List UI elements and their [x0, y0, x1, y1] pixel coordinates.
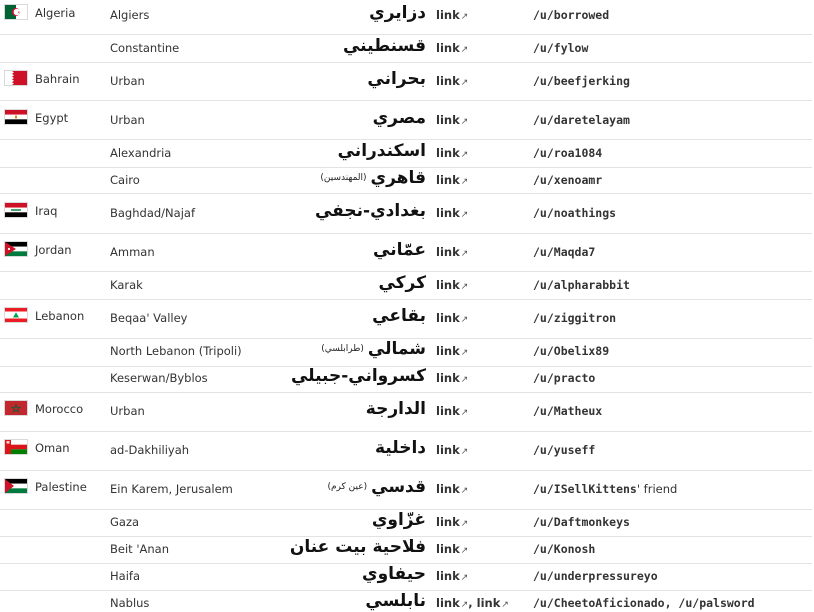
arabic-word: شمالي — [367, 339, 426, 359]
region-name: Urban — [110, 404, 145, 418]
links-cell — [436, 113, 468, 127]
table-row — [0, 139, 812, 168]
username-suffix: ' friend — [636, 482, 678, 496]
region-name: Karak — [110, 278, 143, 292]
region-name: ad-Dakhiliyah — [110, 443, 190, 457]
recording-link[interactable]: link — [436, 245, 460, 259]
username-link[interactable]: /u/daretelayam — [533, 113, 630, 127]
table-row — [0, 392, 812, 432]
arabic-word: عمّاني — [373, 240, 426, 260]
region-name: Alexandria — [110, 146, 172, 160]
external-link-icon: ↗ — [460, 486, 469, 496]
lebanon-flag-icon — [5, 308, 27, 322]
external-link-icon: ↗ — [460, 315, 469, 325]
table-row — [0, 233, 812, 272]
recording-link[interactable]: link — [436, 206, 460, 220]
username-link[interactable]: /u/alpharabbit — [533, 278, 630, 292]
arabic-word: مصري — [372, 108, 426, 128]
table-row — [0, 271, 812, 300]
arabic-dialect-name — [366, 399, 426, 419]
region-name: Beit 'Anan — [110, 542, 169, 556]
region-name: Gaza — [110, 515, 140, 529]
username-link[interactable]: /u/ziggitron — [533, 311, 617, 325]
username-link[interactable]: /u/Matheux — [533, 404, 603, 418]
username-cell — [533, 206, 616, 220]
external-link-icon: ↗ — [460, 210, 469, 220]
arabic-note: (عين كرم) — [327, 482, 368, 492]
external-link-icon: ↗ — [460, 600, 469, 610]
external-link-icon: ↗ — [501, 600, 509, 610]
arabic-dialect-name — [373, 240, 426, 260]
recording-link[interactable]: link — [436, 404, 460, 418]
username-cell — [533, 542, 595, 556]
username-cell — [533, 74, 630, 88]
recording-link[interactable]: link — [436, 146, 460, 160]
username-link[interactable]: /u/underpressureyo — [533, 569, 658, 583]
arabic-dialect-name — [372, 510, 426, 530]
recording-link[interactable]: link — [436, 41, 460, 55]
username-link[interactable]: /u/beefjerking — [533, 74, 630, 88]
username-link[interactable]: /u/fylow — [533, 41, 589, 55]
arabic-word: قاهري — [370, 168, 426, 188]
arabic-note: (طرابلسي) — [321, 344, 364, 354]
region-name: Urban — [110, 74, 145, 88]
arabic-word: كسرواني-جبيلي — [290, 366, 426, 386]
username-cell — [533, 173, 602, 187]
external-link-icon: ↗ — [460, 45, 469, 55]
recording-link[interactable]: link — [436, 596, 460, 610]
links-cell — [436, 443, 468, 457]
arabic-word: قسنطيني — [342, 36, 426, 56]
region-name: Amman — [110, 245, 155, 259]
iraq-flag-icon — [5, 203, 27, 217]
country-name: Morocco — [35, 402, 84, 416]
links-cell — [436, 482, 468, 496]
external-link-icon: ↗ — [460, 348, 469, 358]
external-link-icon: ↗ — [460, 447, 469, 457]
username-cell — [533, 146, 602, 160]
recording-link[interactable]: link — [436, 482, 460, 496]
recording-link[interactable]: link — [436, 344, 460, 358]
external-link-icon: ↗ — [460, 408, 469, 418]
links-cell — [436, 542, 468, 556]
username-cell — [533, 245, 595, 259]
arabic-dialect-name — [378, 273, 426, 293]
palestine-flag-icon — [5, 479, 27, 493]
external-link-icon: ↗ — [460, 375, 469, 385]
username-link[interactable]: /u/palsword — [678, 596, 755, 610]
recording-link[interactable]: link — [436, 173, 460, 187]
link-separator: , — [468, 596, 477, 610]
country-name: Iraq — [35, 204, 58, 218]
egypt-flag-icon — [5, 110, 27, 124]
table-row — [0, 431, 812, 471]
username-cell — [533, 515, 630, 529]
username-cell — [533, 404, 602, 418]
arabic-dialect-name — [291, 366, 426, 386]
username-link[interactable]: /u/noathings — [533, 206, 617, 220]
username-link[interactable]: /u/practo — [533, 371, 596, 385]
username-link[interactable]: /u/borrowed — [533, 8, 610, 22]
arabic-word: نابلسي — [365, 591, 426, 611]
arabic-word: غزّاوي — [371, 510, 426, 530]
username-cell — [533, 8, 609, 22]
recording-link[interactable]: link — [436, 311, 460, 325]
jordan-flag-icon — [5, 242, 27, 256]
table-row — [0, 193, 812, 234]
username-link[interactable]: /u/ISellKittens — [533, 482, 637, 496]
links-cell — [436, 74, 468, 88]
external-link-icon: ↗ — [460, 12, 469, 22]
arabic-word: داخلية — [375, 438, 426, 458]
recording-link[interactable]: link — [436, 515, 460, 529]
arabic-dialect-name — [343, 36, 426, 56]
table-row — [0, 338, 812, 367]
recording-link[interactable]: link — [436, 371, 460, 385]
table-row — [0, 470, 812, 510]
username-link[interactable]: /u/CheetoAficionado — [533, 596, 665, 610]
arabic-dialect-name — [320, 168, 426, 188]
username-cell — [533, 569, 658, 583]
arabic-word: قدسي — [371, 477, 426, 497]
links-cell — [436, 278, 468, 292]
table-row — [0, 100, 812, 140]
region-name: Constantine — [110, 41, 180, 55]
country-name: Oman — [35, 441, 70, 455]
arabic-word: فلاحية بيت عنان — [289, 537, 426, 557]
region-name: Haifa — [110, 569, 140, 583]
table-row — [0, 509, 812, 537]
username-cell — [533, 344, 609, 358]
country-name: Lebanon — [35, 309, 85, 323]
region-name: North Lebanon (Tripoli) — [110, 344, 242, 358]
country-name: Egypt — [35, 111, 69, 125]
table-row — [0, 299, 812, 339]
country-name: Jordan — [35, 243, 72, 257]
recording-link[interactable]: link — [436, 443, 460, 457]
recording-link[interactable]: link — [436, 569, 460, 583]
arabic-word: اسكندراني — [337, 141, 426, 161]
morocco-flag-icon — [5, 401, 27, 415]
links-cell — [436, 41, 468, 55]
links-cell — [436, 404, 468, 418]
arabic-word: بغدادي-نجفي — [314, 201, 426, 221]
recording-link[interactable]: link — [436, 542, 460, 556]
region-name: Algiers — [110, 8, 150, 22]
country-name: Bahrain — [35, 72, 80, 86]
recording-link[interactable]: link — [436, 113, 460, 127]
table-row — [0, 167, 812, 194]
username-link[interactable]: /u/roa1084 — [533, 146, 603, 160]
username-link[interactable]: /u/Maqda7 — [533, 245, 596, 259]
arabic-dialect-name — [369, 3, 426, 23]
table-row — [0, 34, 812, 63]
external-link-icon: ↗ — [460, 282, 469, 292]
arabic-dialect-name — [321, 339, 426, 359]
arabic-dialect-name — [290, 537, 426, 557]
oman-flag-icon — [5, 440, 27, 454]
arabic-word: الدارجة — [365, 399, 426, 419]
username-link[interactable]: /u/Konosh — [533, 542, 596, 556]
arabic-dialect-name — [362, 564, 426, 584]
links-cell — [436, 569, 468, 583]
arabic-dialect-name — [375, 438, 426, 458]
region-name: Baghdad/Najaf — [110, 206, 195, 220]
arabic-word: بحراني — [367, 69, 426, 89]
links-cell — [436, 596, 509, 610]
arabic-word: كركي — [378, 273, 426, 293]
links-cell — [436, 371, 468, 385]
region-name: Beqaa' Valley — [110, 311, 188, 325]
username-cell — [533, 113, 630, 127]
arabic-dialect-name — [338, 141, 426, 161]
external-link-icon: ↗ — [460, 78, 469, 88]
username-cell — [533, 311, 616, 325]
arabic-word: دزايري — [369, 3, 426, 23]
region-name: Cairo — [110, 173, 140, 187]
username-link[interactable]: /u/yuseff — [533, 443, 596, 457]
arabic-word: بقاعي — [372, 306, 426, 326]
arabic-note: (المهندسين) — [320, 173, 367, 183]
table-row — [0, 366, 812, 393]
region-name: Ein Karem, Jerusalem — [110, 482, 233, 496]
recording-link[interactable]: link — [436, 8, 460, 22]
table-row — [0, 563, 812, 591]
links-cell — [436, 206, 468, 220]
arabic-dialect-name — [367, 69, 426, 89]
external-link-icon: ↗ — [460, 546, 469, 556]
username-link[interactable]: /u/Daftmonkeys — [533, 515, 630, 529]
table-row — [0, 590, 812, 612]
external-link-icon: ↗ — [460, 573, 469, 583]
username-link[interactable]: /u/Obelix89 — [533, 344, 610, 358]
username-cell — [533, 443, 595, 457]
recording-link[interactable]: link — [476, 596, 501, 610]
links-cell — [436, 245, 468, 259]
user-separator: , — [664, 596, 679, 610]
username-cell — [533, 482, 677, 496]
table-row — [0, 62, 812, 101]
arabic-word: حيفاوي — [362, 564, 426, 584]
external-link-icon: ↗ — [460, 150, 469, 160]
table-row — [0, 0, 812, 35]
region-name: Urban — [110, 113, 145, 127]
region-name: Nablus — [110, 596, 150, 610]
external-link-icon: ↗ — [460, 519, 469, 529]
arabic-dialect-name — [327, 477, 426, 497]
recording-link[interactable]: link — [436, 74, 460, 88]
country-name: Palestine — [35, 480, 87, 494]
arabic-dialect-name — [365, 591, 426, 611]
username-link[interactable]: /u/xenoamr — [533, 173, 603, 187]
links-cell — [436, 344, 468, 358]
external-link-icon: ↗ — [460, 117, 469, 127]
links-cell — [436, 173, 468, 187]
recording-link[interactable]: link — [436, 278, 460, 292]
country-name: Algeria — [35, 6, 76, 20]
username-cell — [533, 41, 588, 55]
external-link-icon: ↗ — [460, 177, 469, 187]
username-cell — [533, 371, 595, 385]
arabic-dialect-name — [373, 108, 426, 128]
links-cell — [436, 8, 468, 22]
links-cell — [436, 515, 468, 529]
links-cell — [436, 146, 468, 160]
arabic-dialect-name — [372, 306, 426, 326]
algeria-flag-icon — [5, 5, 27, 19]
bahrain-flag-icon — [5, 71, 27, 85]
username-cell — [533, 596, 755, 610]
table-row — [0, 536, 812, 564]
region-name: Keserwan/Byblos — [110, 371, 208, 385]
links-cell — [436, 311, 468, 325]
external-link-icon: ↗ — [460, 249, 469, 259]
username-cell — [533, 278, 630, 292]
arabic-dialect-name — [315, 201, 426, 221]
